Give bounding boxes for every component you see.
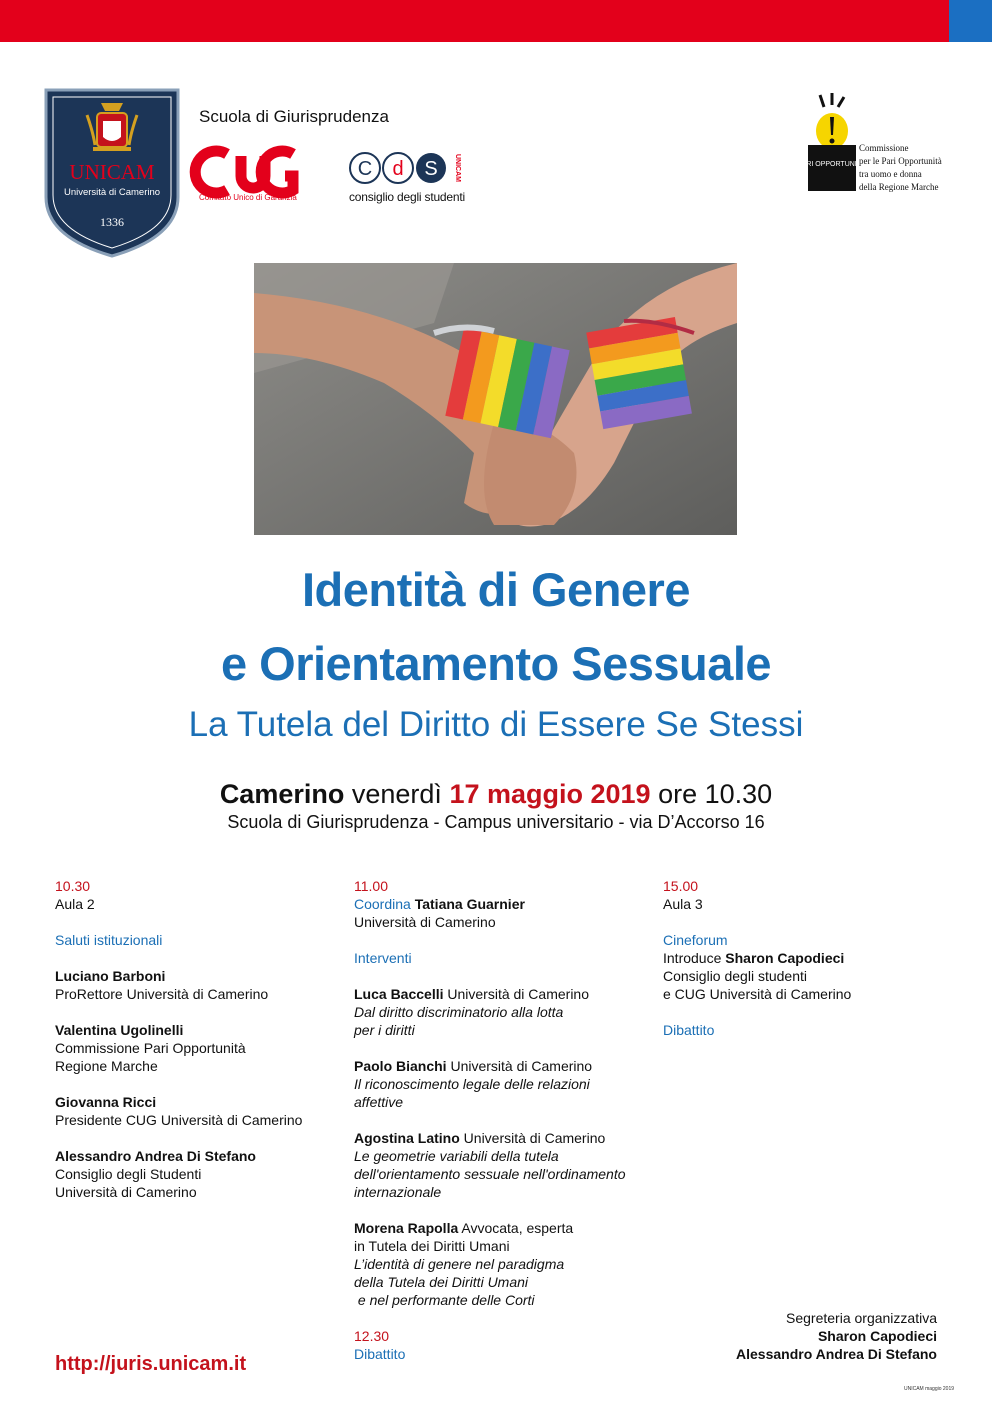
session-time: 15.00 — [663, 878, 699, 894]
top-color-bar — [0, 0, 992, 42]
talk-speaker — [354, 1129, 644, 1147]
talk-speaker-affiliation: Università di Camerino — [463, 1130, 606, 1146]
pari-line-4: della Regione Marche — [859, 182, 939, 192]
talk-title: L’identità di genere nel paradigma — [354, 1256, 565, 1272]
unicam-shield-logo — [43, 87, 181, 259]
program-column-afternoon — [663, 877, 923, 1039]
session-heading: Interventi — [354, 950, 412, 966]
talk-title: affettive — [354, 1094, 404, 1110]
pari-badge-text: PARI OPPORTUNITA' — [797, 161, 867, 168]
title-line-1: Identità di Genere — [302, 563, 690, 616]
session-heading: Saluti istituzionali — [55, 932, 163, 948]
speaker-name: Valentina Ugolinelli — [55, 1022, 184, 1038]
talk-speaker-affiliation: in Tutela dei Diritti Umani — [354, 1238, 510, 1254]
talk-speaker — [354, 1057, 644, 1075]
introducer-affiliation: e CUG Università di Camerino — [663, 986, 852, 1002]
event-date: 17 maggio 2019 — [449, 779, 651, 809]
talk-speaker-affiliation: Università di Camerino — [450, 1058, 593, 1074]
talk-speaker-name: Luca Baccelli — [354, 986, 444, 1002]
session-time: 10.30 — [55, 878, 91, 894]
event-time: ore 10.30 — [658, 779, 773, 809]
talk-title: dell'orientamento sessuale nell'ordinamento — [354, 1166, 626, 1182]
unicam-year: 1336 — [100, 215, 124, 229]
cds-letter-d: d — [392, 158, 404, 180]
talk-speaker-affiliation: Università di Camerino — [447, 986, 589, 1002]
introducer-name: Sharon Capodieci — [725, 950, 845, 966]
pari-line-1: Commissione — [859, 143, 909, 153]
debate-label: Dibattito — [663, 1022, 715, 1038]
event-weekday: venerdì — [351, 779, 442, 809]
school-label: Scuola di Giurisprudenza — [199, 107, 389, 126]
talk-title: Il riconoscimento legale delle relazioni — [354, 1076, 590, 1092]
session-room: Aula 3 — [663, 896, 703, 912]
session-room: Aula 2 — [55, 896, 95, 912]
coordinator-label: Coordina — [354, 896, 411, 912]
footer-small-print: UNICAM maggio 2019 — [904, 1386, 955, 1392]
event-dateline — [0, 779, 992, 810]
event-city: Camerino — [219, 779, 345, 809]
speaker-role: Consiglio degli Studenti — [55, 1166, 202, 1182]
secretariat-name: Alessandro Andrea Di Stefano — [736, 1346, 937, 1362]
program-column-morning — [55, 877, 325, 1201]
program-column-talks — [354, 877, 644, 1363]
session-heading: Cineforum — [663, 932, 728, 948]
introducer-affiliation: Consiglio degli studenti — [663, 968, 807, 984]
event-venue: Scuola di Giurisprudenza - Campus universitario - via D’Accorso 16 — [227, 812, 765, 832]
speaker-role: ProRettore Università di Camerino — [55, 986, 269, 1002]
talk-speaker — [354, 985, 644, 1003]
talk-title: internazionale — [354, 1184, 442, 1200]
coordinator-name: Tatiana Guarnier — [414, 896, 525, 912]
talk-title: Dal diritto discriminatorio alla lotta — [354, 1004, 564, 1020]
talk-title: per i diritti — [354, 1022, 415, 1038]
session-time: 11.00 — [354, 878, 388, 894]
secretariat-name: Sharon Capodieci — [817, 1328, 937, 1344]
pari-commission-text — [859, 142, 942, 194]
top-blue-accent — [949, 0, 992, 42]
unicam-wordmark: UNICAM — [69, 160, 155, 184]
speaker-name: Alessandro Andrea Di Stefano — [55, 1148, 256, 1164]
unicam-subtitle: Università di Camerino — [63, 187, 161, 198]
talk-title: e nel performante delle Corti — [354, 1292, 535, 1308]
pari-opportunita-logo — [797, 93, 867, 193]
title-line-2: e Orientamento Sessuale — [220, 637, 772, 690]
talk-speaker — [354, 1219, 644, 1237]
debate-label: Dibattito — [354, 1346, 406, 1362]
cug-caption: Comitato Unico di Garanzia — [199, 193, 297, 202]
subtitle: La Tutela del Diritto di Essere Se Stessi — [188, 705, 804, 744]
talk-speaker-name: Paolo Bianchi — [354, 1058, 447, 1074]
talk-title: Le geometrie variabili della tutela — [354, 1148, 559, 1164]
secretariat-label: Segreteria organizzativa — [786, 1310, 937, 1326]
rainbow-hands-photo — [254, 263, 737, 535]
cds-letter-c: C — [357, 158, 373, 180]
speaker-role: Presidente CUG Università di Camerino — [55, 1112, 303, 1128]
introducer — [663, 949, 923, 967]
talk-title: della Tutela dei Diritti Umani — [354, 1274, 529, 1290]
pari-line-2: per le Pari Opportunità — [859, 156, 942, 166]
website-link[interactable]: http://juris.unicam.it — [55, 1353, 247, 1375]
talk-speaker-name: Agostina Latino — [354, 1130, 460, 1146]
talk-speaker-affiliation: Avvocata, esperta — [461, 1220, 574, 1236]
speaker-role: Università di Camerino — [55, 1184, 197, 1200]
cds-caption: consiglio degli studenti — [349, 190, 465, 204]
cds-side-label: UNICAM — [454, 154, 461, 182]
speaker-role: Regione Marche — [55, 1058, 158, 1074]
pari-line-3: tra uomo e donna — [859, 169, 922, 179]
speaker-name: Luciano Barboni — [55, 968, 166, 984]
cds-letter-s: S — [424, 158, 438, 180]
coordinator — [354, 895, 644, 913]
coordinator-affiliation: Università di Camerino — [354, 914, 496, 930]
speaker-name: Giovanna Ricci — [55, 1094, 157, 1110]
speaker-role: Commissione Pari Opportunità — [55, 1040, 246, 1056]
introducer-label: Introduce — [663, 950, 722, 966]
session-time: 12.30 — [354, 1328, 390, 1344]
organizing-secretariat — [736, 1309, 937, 1363]
talk-speaker-name: Morena Rapolla — [354, 1220, 459, 1236]
